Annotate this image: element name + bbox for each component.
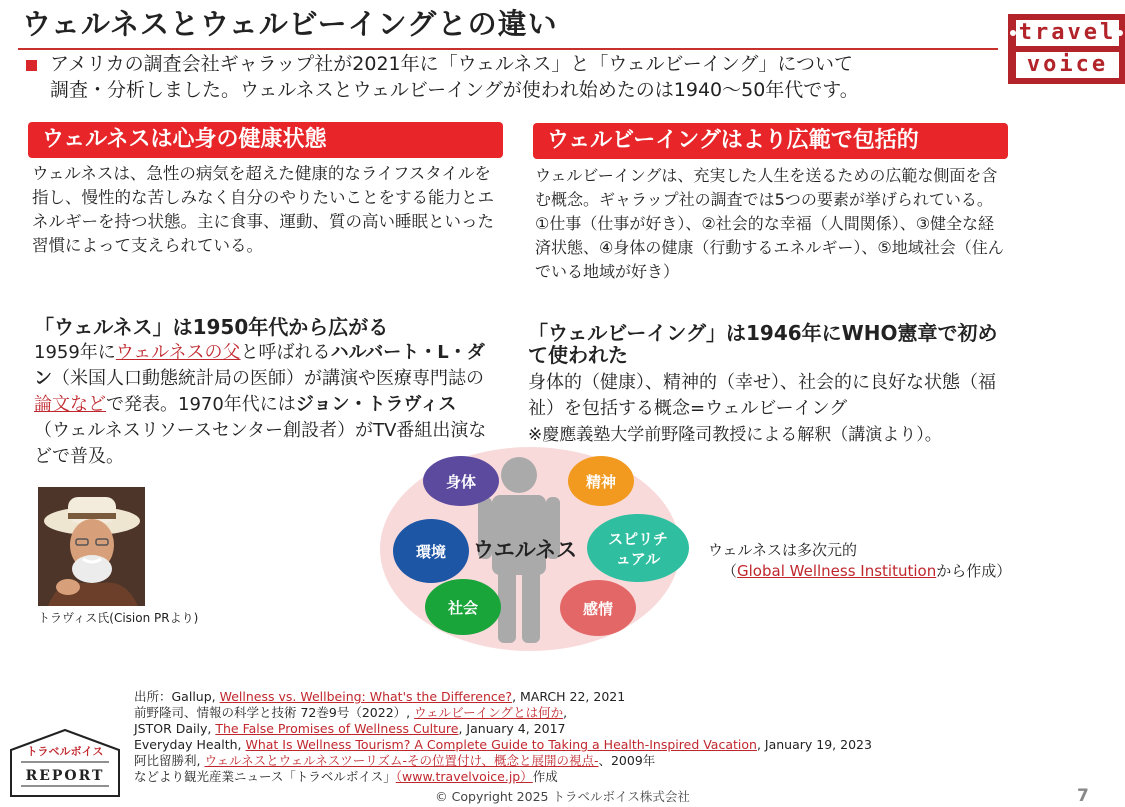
text-span: 阿比留勝利, [134,753,205,768]
logo-line2: voice [1016,52,1119,78]
jstor-link[interactable]: The False Promises of Wellness Culture [215,721,459,736]
title-divider [18,48,998,50]
text-span: 1959年に [34,342,116,363]
reference-item [134,689,1014,705]
text-span: （米国人口動態統計局の医師）が講演や医療専門誌の [52,368,484,389]
text-span: （ウェルネスリソースセンター創設者）がTV番組出演などで普及。 [34,420,487,467]
abiru-link[interactable]: ウェルネスとウェルネスツーリズム-その位置付け、概念と展開の視点- [204,753,599,768]
diagram-caption-line1: ウェルネスは多次元的 [708,541,857,559]
text-span: Everyday Health, [134,737,246,752]
halbert-dunn-name: ハルバート・L・ダン [34,342,485,389]
bubble-spiritual-label-1: スピリチ [608,530,668,548]
report-badge-line1: トラベルボイス [26,745,104,758]
wellbeing-definition: 身体的（健康）、精神的（幸せ）、社会的に良好な状態（福祉）を包括する概念=ウェルビーイング [528,372,996,419]
father-of-wellness-link[interactable]: ウェルネスの父 [115,342,241,363]
bubble-social-label: 社会 [447,599,479,617]
wellness-description: ウェルネスは、急性の病気を超えた健康的なライフスタイルを指し、慢性的な苦しみなく自分のやりたいことをする能力とエネルギーを持つ状態。主に食事、運動、質の高い睡眠といった習慣によって支えられている。 [32,164,494,255]
text-span: , MARCH 22, 2021 [512,689,626,704]
wellness-heading: ウェルネスは心身の健康状態 [28,122,503,158]
report-badge-line2: REPORT [25,768,105,784]
text-span: などより観光産業ニュース「トラベルボイス」 [134,769,396,784]
diagram-caption [708,540,1011,582]
wellness-history-heading: 「ウェルネス」は1950年代から広がる [34,315,389,339]
reference-item [134,769,1014,785]
reference-item [134,753,1014,769]
text-span: JSTOR Daily, [134,721,216,736]
copyright: © Copyright 2025 トラベルボイス株式会社 [435,789,690,804]
text-span: （ [722,562,738,580]
intro-line2: 調査・分析しました。ウェルネスとウェルビーイングが使われ始めたのは1940～50年代です。 [50,79,859,101]
references [134,689,1014,785]
logo-line1: travel [1016,20,1119,46]
reference-item [134,737,1014,753]
travelvoice-logo [1008,14,1125,84]
wellbeing-note: ※慶應義塾大学前野隆司教授による解釈（講演より）。 [528,425,942,445]
wellbeing-heading: ウェルビーイングはより広範で包括的 [533,123,1008,159]
photo-caption: トラヴィス氏(Cision PRより) [38,611,199,625]
bubble-body-label: 身体 [445,473,477,491]
page-number: 7 [1077,786,1089,806]
page-title: ウェルネスとウェルビーイングとの違い [22,7,558,41]
gwi-link[interactable]: Global Wellness Institution [737,562,937,580]
bubble-emotion-label: 感情 [582,600,614,618]
intro-line1: アメリカの調査会社ギャラップ社が2021年に「ウェルネス」と「ウェルビーイング」について [50,53,854,75]
everyday-health-link[interactable]: What Is Wellness Tourism? A Complete Guide to Taking a Health-Inspired Vacation [245,737,757,752]
john-travis-name: ジョン・トラヴィス [295,394,457,415]
text-span: と呼ばれる [240,342,331,363]
travis-photo [38,487,145,606]
text-span: から作成） [936,562,1012,580]
text-span: 前野隆司、情報の科学と技術 72巻9号（2022）, [134,705,415,720]
travelvoice-link[interactable]: （www.travelvoice.jp） [395,769,533,784]
gallup-link[interactable]: Wellness vs. Wellbeing: What's the Difference? [219,689,513,704]
bubble-environment-label: 環境 [415,543,447,561]
square-bullet-icon [26,60,37,71]
diagram-caption-line2 [722,561,1011,582]
bubble-spiritual [587,514,689,582]
text-span: 出所：Gallup, [134,689,220,704]
papers-link[interactable]: 論文など [34,394,106,415]
bubble-spiritual-label-2: ュアル [615,550,661,568]
wellness-dimensions-diagram [380,447,700,652]
center-label: ウエルネス [472,538,578,562]
reference-item [134,721,1014,737]
wellbeing-description: ウェルビーイングは、充実した人生を送るための広範な側面を含む概念。ギャラップ社の調査では5つの要素が挙げられている。①仕事（仕事が好き）、②社会的な幸福（人間関係）、③健全な経済状態、④身体の健康（行動するエネルギー）、⑤地域社会（住んでいる地域が好き） [535,166,1004,281]
bubble-mind-label: 精神 [585,473,617,491]
text-span: 作成 [532,769,558,784]
text-span: , [563,705,568,720]
text-span: , January 19, 2023 [756,737,872,752]
maeno-link[interactable]: ウェルビーイングとは何か [414,705,564,720]
reference-item [134,705,1014,721]
wellbeing-history-heading: 「ウェルビーイング」は1946年にWHO憲章で初めて使われた [528,321,998,367]
text-span: , January 4, 2017 [458,721,566,736]
text-span: で発表。1970年代には [106,394,296,415]
text-span: 、2009年 [598,753,656,768]
intro-paragraph [24,51,1004,103]
